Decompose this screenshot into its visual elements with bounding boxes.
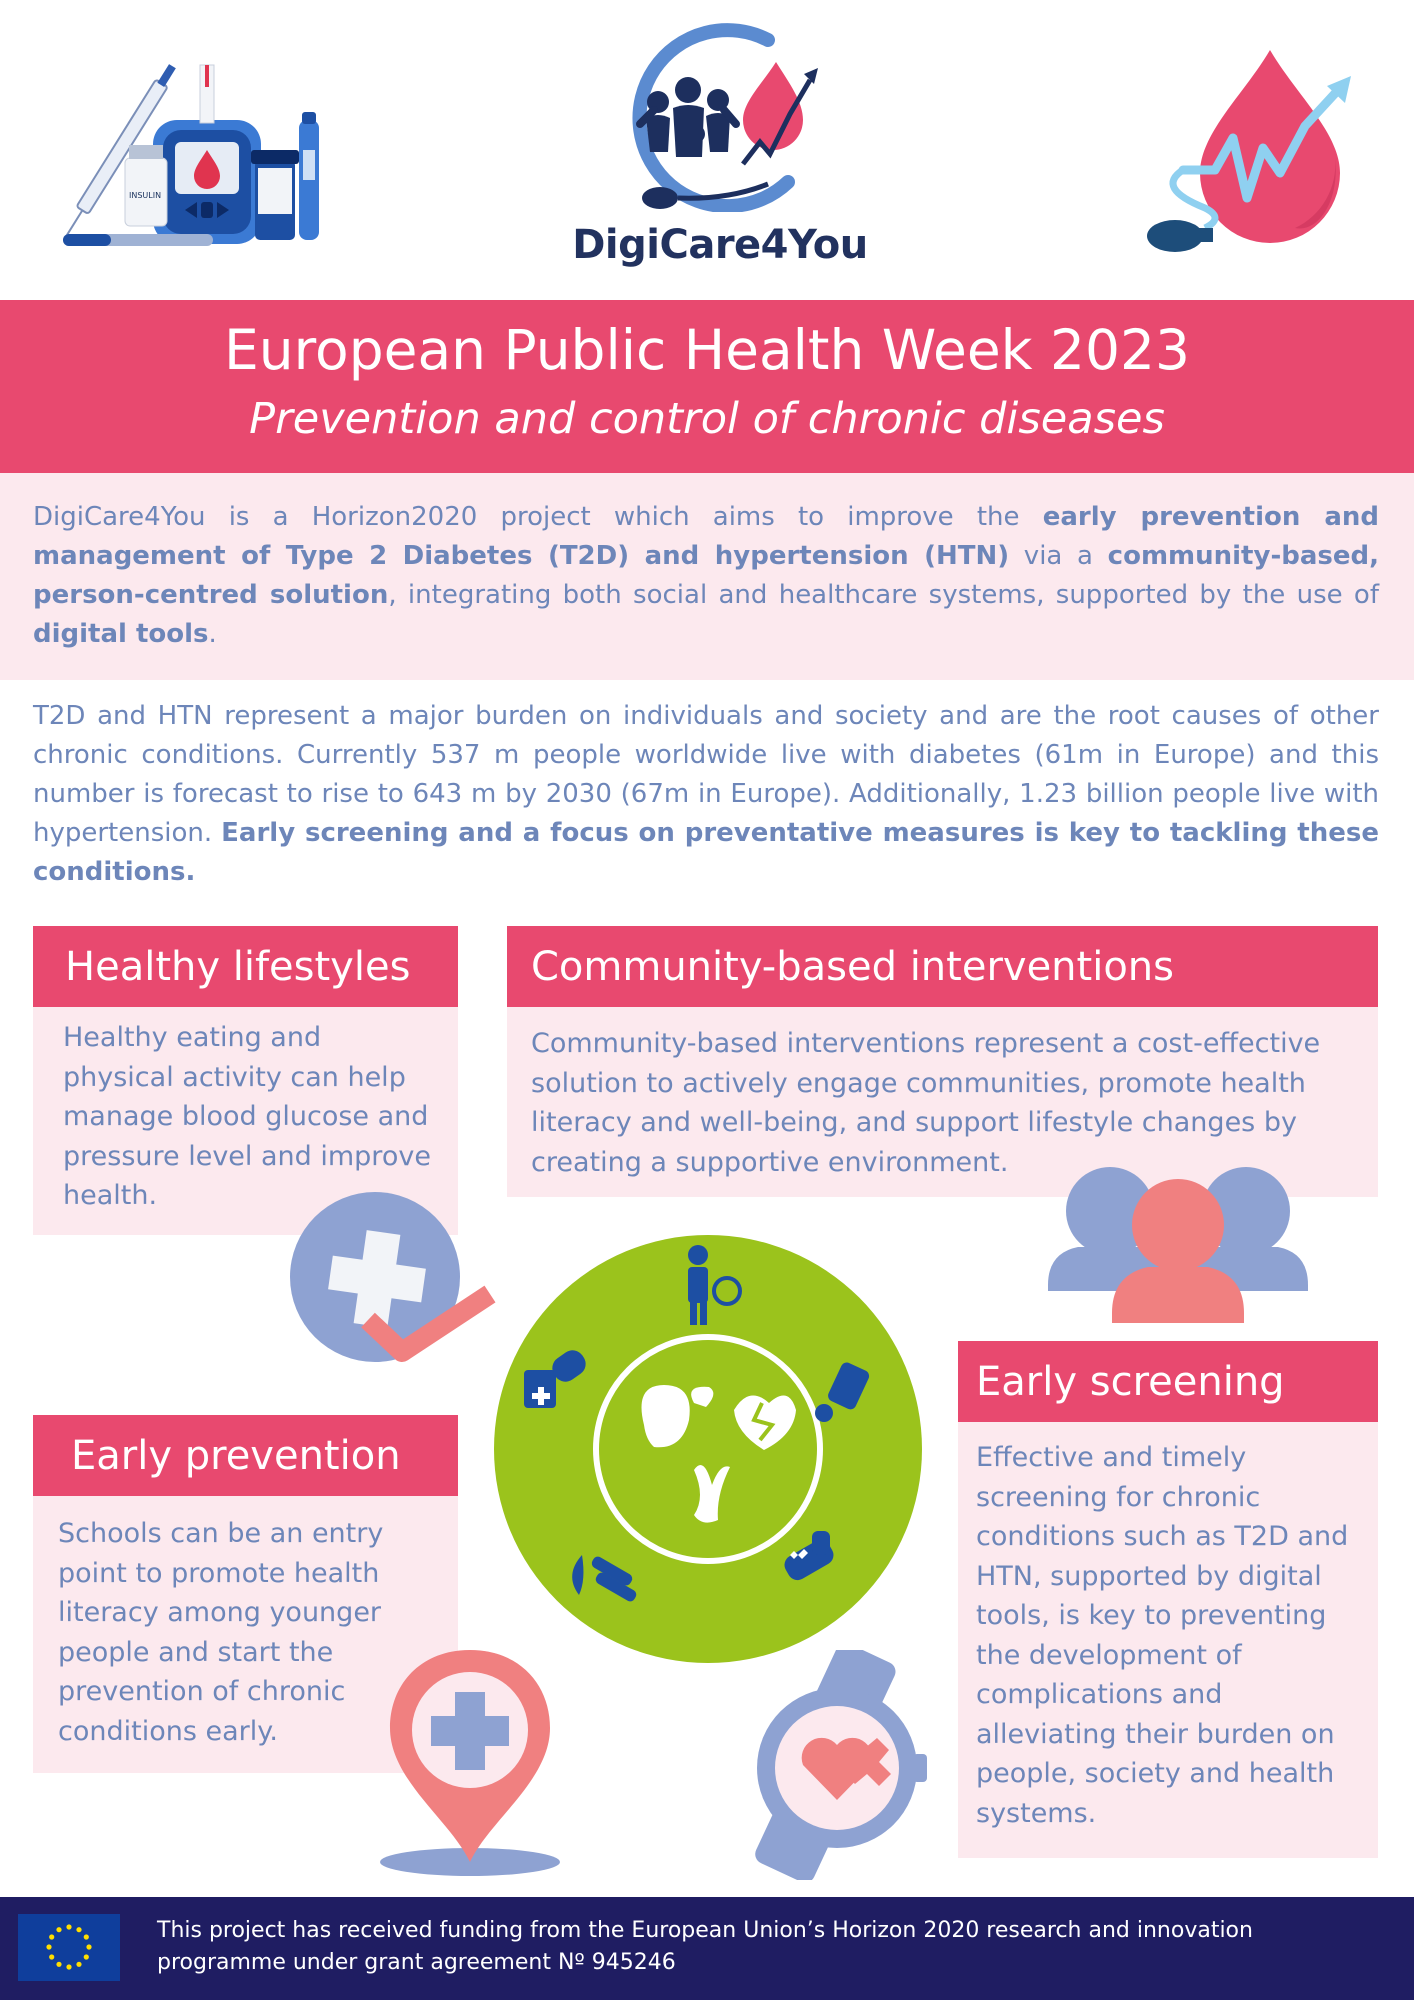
funding-notice: This project has received funding from the European Union’s Horizon 2020 research and innovation programme under grant agreement Nº 945246 (157, 1918, 1253, 1975)
smartwatch-heart-icon (745, 1650, 930, 1880)
title-band (0, 300, 1414, 473)
community-based-heading: Community-based interventions (507, 926, 1378, 1007)
intro-text-1: DigiCare4You is a Horizon2020 project which aims to improve the (33, 502, 1043, 532)
intro-bold-2: community-based, person-centred solution (33, 541, 1379, 610)
eu-flag-icon (18, 1914, 120, 1981)
early-screening-body: Effective and timely screening for chronic conditions such as T2D and HTN, supported by digital tools, is key to preventing the development of complications and alleviating their burden on people, society and health systems. (958, 1422, 1378, 1858)
diabetes-devices-icon (55, 50, 335, 255)
logo-wordmark: DigiCare4You (572, 222, 868, 268)
page-title: European Public Health Week 2023 (224, 318, 1190, 382)
intro-paragraph (33, 498, 1379, 654)
intro-bold-1: early prevention and management of Type 2 Diabetes (T2D) and hypertension (HTN) (33, 502, 1379, 571)
intro-text-4: . (208, 619, 217, 649)
page-subtitle: Prevention and control of chronic diseases (249, 394, 1165, 444)
community-based-body: Community-based interventions represent a cost-effective solution to actively engage communities, promote health literacy and well-being, and support lifestyle changes by creating a supportive environment. (507, 1007, 1378, 1197)
healthy-lifestyles-heading: Healthy lifestyles (33, 926, 458, 1007)
svg-text:INSULIN: INSULIN (129, 191, 162, 200)
community-people-icon (1048, 1163, 1308, 1323)
burden-bold: Early screening and a focus on preventative measures is key to tackling these conditions. (33, 818, 1379, 887)
burden-text: T2D and HTN represent a major burden on individuals and society and are the root causes of other chronic conditions. Currently 537 m people worldwide live with diabetes (61m in Europe) and this number is forecast to rise to 643 m by 2030 (67m in Europe). Additionally, 1.23 billion people live with hypertension. (33, 701, 1379, 848)
digicare-logo-icon (618, 22, 833, 212)
early-prevention-heading: Early prevention (33, 1415, 458, 1496)
healthy-lifestyles-body: Healthy eating and physical activity can help manage blood glucose and pressure level and improve health. (33, 1007, 458, 1235)
intro-text-3: , integrating both social and healthcare systems, supported by the use of (388, 580, 1379, 610)
intro-bold-3: digital tools (33, 619, 209, 649)
health-wheel-icon (494, 1235, 922, 1663)
medical-cross-check-icon (290, 1192, 500, 1367)
blood-drop-icon (1145, 48, 1360, 253)
early-prevention-body: Schools can be an entry point to promote health literacy among younger people and start the prevention of chronic conditions early. (33, 1496, 458, 1773)
early-screening-heading: Early screening (958, 1341, 1378, 1422)
burden-paragraph (33, 697, 1379, 892)
intro-text-2: via a (1009, 541, 1108, 571)
location-pin-cross-icon (380, 1650, 566, 1880)
